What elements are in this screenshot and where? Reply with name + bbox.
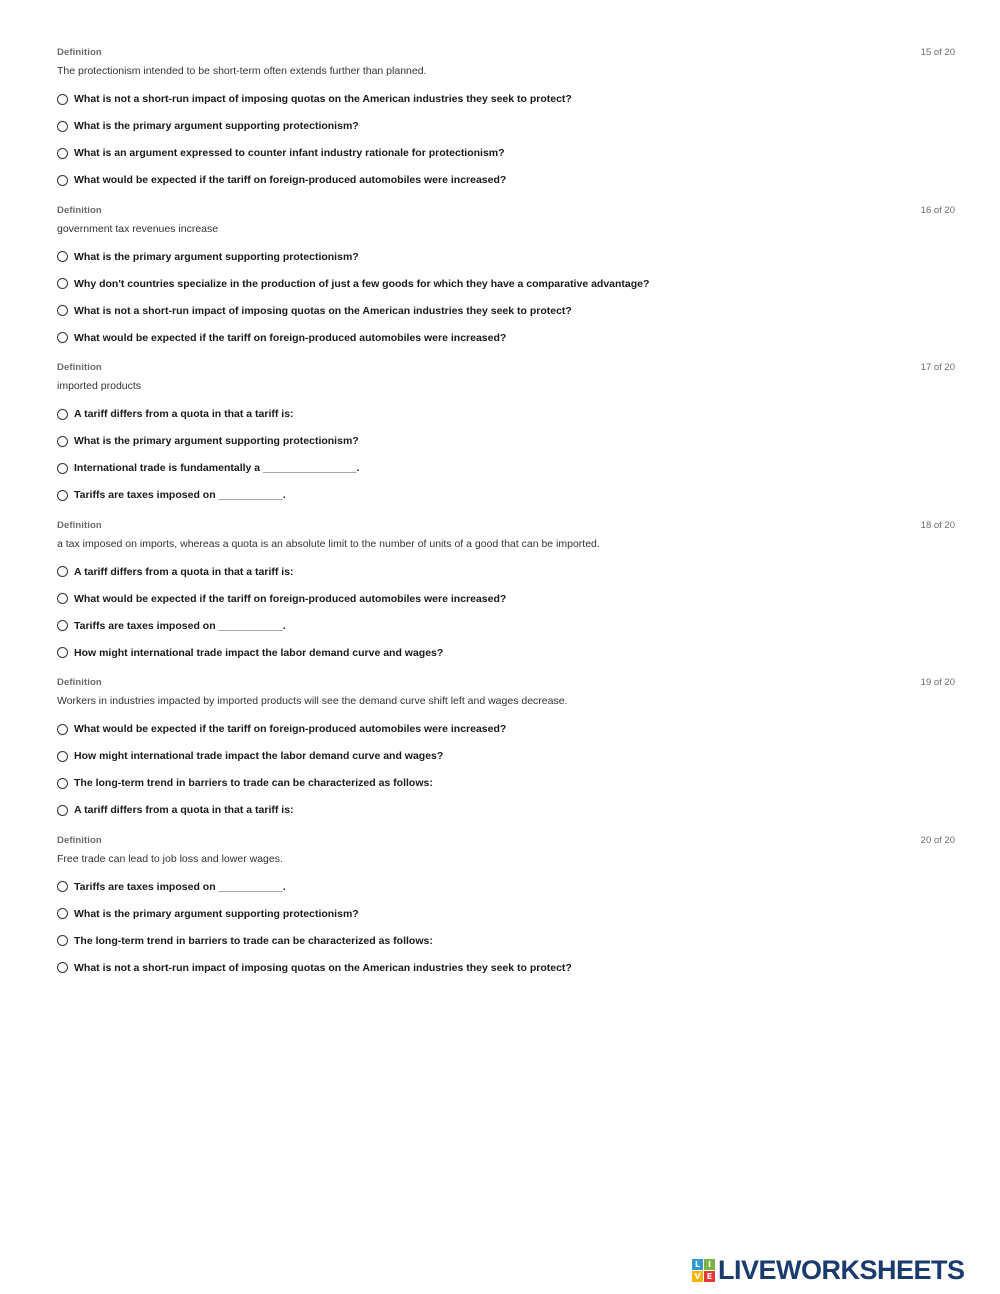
answer-option[interactable] [57,645,443,661]
answer-option-label: What is an argument expressed to counter infant industry rationale for protectionism? [74,147,505,159]
definition-text: Workers in industries impacted by imported products will see the demand curve shift left and wages decrease. [57,695,568,708]
answer-option-label: What would be expected if the tariff on foreign-produced automobiles were increased? [74,331,507,344]
logo-tile: L [692,1259,703,1270]
answer-option-label: What would be expected if the tariff on foreign-produced automobiles were increased? [74,174,507,186]
radio-button[interactable] [57,724,68,735]
answer-option[interactable] [57,487,286,503]
answer-option-label: A tariff differs from a quota in that a tariff is: [74,565,294,578]
definition-label: Definition [57,204,102,216]
radio-button[interactable] [57,778,68,789]
question-counter: 18 of 20 [920,519,955,531]
radio-button[interactable] [57,251,68,262]
radio-button[interactable] [57,647,68,658]
answer-option-label: Tariffs are taxes imposed on ___________. [74,880,286,893]
radio-button[interactable] [57,566,68,577]
radio-button[interactable] [57,332,68,343]
answer-option-label: How might international trade impact the labor demand curve and wages? [74,750,444,763]
definition-text: a tax imposed on imports, whereas a quota is an absolute limit to the number of units of a good that can be imported. [57,537,600,550]
definition-text: The protectionism intended to be short-term often extends further than planned. [57,65,427,77]
answer-option[interactable] [57,303,572,319]
answer-option[interactable] [57,172,506,188]
logo-tiles [692,1259,715,1282]
answer-option[interactable] [57,879,286,895]
radio-button[interactable] [57,148,68,159]
answer-option-label: What is not a short-run impact of imposing quotas on the American industries they seek to protect? [74,961,572,974]
answer-option-label: What is the primary argument supporting protectionism? [74,435,359,448]
radio-button[interactable] [57,908,68,919]
answer-option-label: What would be expected if the tariff on foreign-produced automobiles were increased? [74,723,507,736]
question-counter: 17 of 20 [920,362,955,374]
radio-button[interactable] [57,94,68,105]
answer-option[interactable] [57,933,433,949]
answer-option-label: A tariff differs from a quota in that a tariff is: [74,408,294,421]
definition-label: Definition [57,519,102,531]
answer-option[interactable] [57,460,359,476]
answer-option[interactable] [57,802,294,818]
answer-option-label: What would be expected if the tariff on foreign-produced automobiles were increased? [74,592,507,605]
answer-option[interactable] [57,748,443,764]
definition-label: Definition [57,362,102,374]
logo-tile: V [692,1271,703,1282]
question-block [57,519,955,677]
liveworksheets-logo [692,1256,965,1284]
radio-button[interactable] [57,962,68,973]
definition-text: government tax revenues increase [57,222,219,235]
question-block [57,676,955,834]
answer-option[interactable] [57,330,506,346]
answer-option-label: What is the primary argument supporting protectionism? [74,250,359,263]
answer-option[interactable] [57,118,359,134]
answer-option-label: Tariffs are taxes imposed on ___________. [74,619,286,632]
radio-button[interactable] [57,751,68,762]
logo-tile: E [704,1271,715,1282]
radio-button[interactable] [57,935,68,946]
logo-text: LIVEWORKSHEETS [718,1254,965,1285]
answer-option-label: What is not a short-run impact of imposing quotas on the American industries they seek to protect? [74,304,572,317]
question-block [57,834,955,992]
question-list [57,46,955,992]
answer-option[interactable] [57,433,359,449]
answer-option[interactable] [57,276,649,292]
answer-option-label: The long-term trend in barriers to trade can be characterized as follows: [74,934,433,947]
answer-option[interactable] [57,249,359,265]
radio-button[interactable] [57,881,68,892]
question-block [57,46,955,204]
answer-option[interactable] [57,775,433,791]
radio-button[interactable] [57,409,68,420]
radio-button[interactable] [57,278,68,289]
answer-option-label: A tariff differs from a quota in that a tariff is: [74,804,294,817]
answer-option[interactable] [57,618,286,634]
question-counter: 16 of 20 [920,204,955,216]
answer-option-label: What is not a short-run impact of imposing quotas on the American industries they seek to protect? [74,93,572,105]
logo-tile: I [704,1259,715,1270]
answer-option[interactable] [57,906,359,922]
answer-option-label: What is the primary argument supporting protectionism? [74,907,359,920]
answer-option[interactable] [57,145,505,161]
answer-option[interactable] [57,406,294,422]
answer-option-label: Tariffs are taxes imposed on ___________. [74,489,286,502]
radio-button[interactable] [57,305,68,316]
radio-button[interactable] [57,175,68,186]
question-counter: 19 of 20 [920,677,955,689]
answer-option-label: Why don't countries specialize in the production of just a few goods for which they have a comparative advantage? [74,277,650,290]
answer-option[interactable] [57,564,294,580]
answer-option-label: The long-term trend in barriers to trade can be characterized as follows: [74,777,433,790]
radio-button[interactable] [57,805,68,816]
answer-option[interactable] [57,721,506,737]
radio-button[interactable] [57,490,68,501]
radio-button[interactable] [57,463,68,474]
answer-option-label: International trade is fundamentally a ________________. [74,462,360,475]
question-counter: 20 of 20 [920,834,955,846]
question-block [57,361,955,519]
definition-label: Definition [57,47,102,58]
radio-button[interactable] [57,593,68,604]
question-counter: 15 of 20 [920,47,955,58]
answer-option[interactable] [57,591,506,607]
answer-option-label: What is the primary argument supporting protectionism? [74,120,359,132]
definition-text: Free trade can lead to job loss and lower wages. [57,852,283,865]
question-block [57,204,955,362]
definition-label: Definition [57,834,102,846]
definition-label: Definition [57,677,102,689]
answer-option-label: How might international trade impact the labor demand curve and wages? [74,646,444,659]
radio-button[interactable] [57,620,68,631]
radio-button[interactable] [57,436,68,447]
answer-option[interactable] [57,91,572,107]
radio-button[interactable] [57,121,68,132]
definition-text: imported products [57,380,142,393]
answer-option[interactable] [57,960,572,976]
